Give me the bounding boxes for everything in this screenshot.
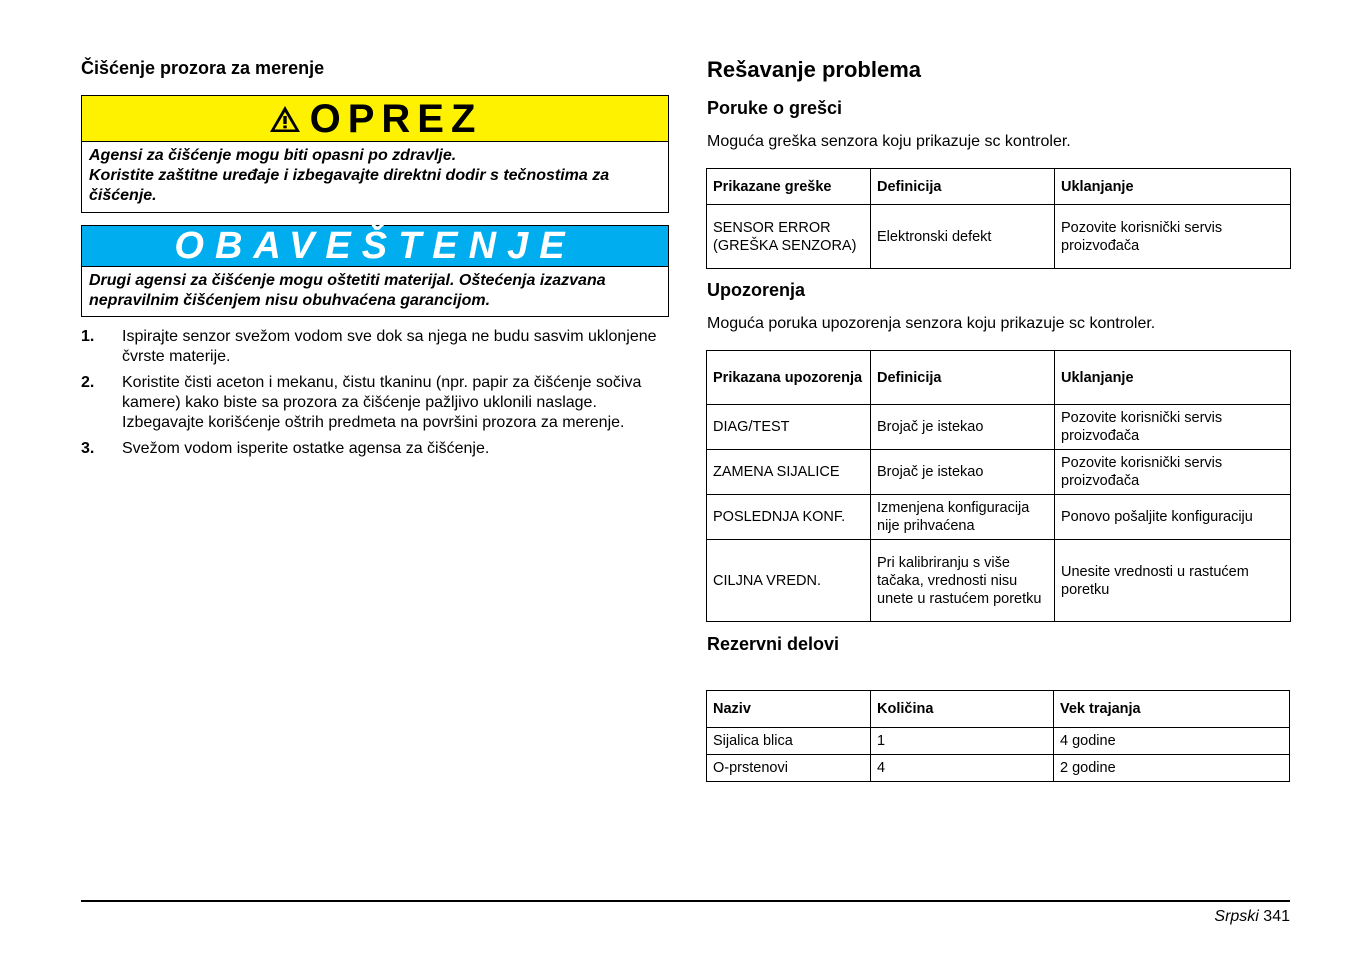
table-cell: Ponovo pošaljite konfiguraciju bbox=[1055, 495, 1291, 540]
table-cell: Pozovite korisnički servis proizvođača bbox=[1055, 205, 1291, 269]
table-row bbox=[707, 495, 1291, 540]
warning-triangle-icon bbox=[268, 104, 302, 134]
table-cell: CILJNA VREDN. bbox=[707, 540, 871, 622]
column-header: Naziv bbox=[707, 691, 871, 728]
caution-line: Koristite zaštitne uređaje i izbegavajte direktni dodir s tečnostima za čišćenje. bbox=[89, 167, 610, 204]
caution-title: OPREZ bbox=[309, 96, 483, 141]
column-header: Uklanjanje bbox=[1055, 351, 1291, 405]
table-header-row bbox=[707, 351, 1291, 405]
table-cell: DIAG/TEST bbox=[707, 405, 871, 450]
page-number: 341 bbox=[1263, 908, 1290, 925]
warnings-heading: Upozorenja bbox=[707, 280, 806, 300]
errors-intro: Moguća greška senzora koju prikazuje sc kontroler. bbox=[707, 133, 1071, 150]
table-cell: Pri kalibriranju s više tačaka, vrednosti nisu unete u rastućem poretku bbox=[871, 540, 1055, 622]
table-cell: Izmenjena konfiguracija nije prihvaćena bbox=[871, 495, 1055, 540]
table-header-row bbox=[707, 169, 1291, 205]
table-cell: ZAMENA SIJALICE bbox=[707, 450, 871, 495]
notice-title: OBAVEŠTENJE bbox=[174, 225, 576, 267]
spare-parts-heading: Rezervni delovi bbox=[707, 634, 840, 654]
column-header: Količina bbox=[871, 691, 1054, 728]
table-cell: O-prstenovi bbox=[707, 755, 871, 782]
table-row bbox=[707, 405, 1291, 450]
column-header: Definicija bbox=[871, 351, 1055, 405]
table-cell: SENSOR ERROR (GREŠKA SENZORA) bbox=[707, 205, 871, 269]
table-row bbox=[707, 540, 1291, 622]
cleaning-steps-list bbox=[81, 327, 669, 465]
caution-box bbox=[81, 95, 669, 213]
table-cell: 4 bbox=[871, 755, 1054, 782]
table-cell: 4 godine bbox=[1054, 728, 1290, 755]
step-number: 2. bbox=[81, 374, 95, 391]
step-text: Svežom vodom isperite ostatke agensa za čišćenje. bbox=[122, 440, 490, 457]
column-header: Prikazane greške bbox=[707, 169, 871, 205]
table-cell: Brojač je istekao bbox=[871, 450, 1055, 495]
table-cell: Unesite vrednosti u rastućem poretku bbox=[1055, 540, 1291, 622]
notice-box bbox=[81, 225, 669, 317]
notice-banner bbox=[82, 226, 668, 267]
table-cell: 1 bbox=[871, 728, 1054, 755]
table-cell: Elektronski defekt bbox=[871, 205, 1055, 269]
list-item bbox=[81, 439, 669, 459]
list-item bbox=[81, 373, 669, 433]
footer-language: Srpski bbox=[1214, 908, 1259, 925]
errors-table bbox=[706, 168, 1291, 269]
spare-parts-table bbox=[706, 690, 1290, 782]
table-cell: Pozovite korisnički servis proizvođača bbox=[1055, 450, 1291, 495]
table-row bbox=[707, 728, 1290, 755]
step-text: Ispirajte senzor svežom vodom sve dok sa njega ne budu sasvim uklonjene čvrste materije. bbox=[122, 328, 657, 365]
column-header: Vek trajanja bbox=[1054, 691, 1290, 728]
warnings-table bbox=[706, 350, 1291, 622]
errors-heading: Poruke o grešci bbox=[707, 98, 843, 118]
warnings-intro: Moguća poruka upozorenja senzora koju prikazuje sc kontroler. bbox=[707, 315, 1156, 332]
table-cell: Pozovite korisnički servis proizvođača bbox=[1055, 405, 1291, 450]
notice-text: Drugi agensi za čišćenje mogu oštetiti materijal. Oštećenja izazvana nepravilnim čišćenjem nisu obuhvaćena garancijom. bbox=[89, 272, 606, 309]
caution-banner bbox=[82, 96, 668, 142]
column-header: Uklanjanje bbox=[1055, 169, 1291, 205]
caution-text bbox=[82, 142, 668, 212]
table-cell: Sijalica blica bbox=[707, 728, 871, 755]
table-row bbox=[707, 450, 1291, 495]
step-number: 3. bbox=[81, 440, 95, 457]
caution-line: Agensi za čišćenje mogu biti opasni po zdravlje. bbox=[89, 147, 457, 164]
step-text: Koristite čisti aceton i mekanu, čistu tkaninu (npr. papir za čišćenje sočiva kamere) kako biste sa prozora za čišćenje pažljivo uklonili naslage. Izbegavajte korišćenje oštrih predmeta na površini prozora za merenje. bbox=[122, 374, 642, 431]
table-cell: Brojač je istekao bbox=[871, 405, 1055, 450]
page-footer bbox=[1214, 908, 1290, 926]
troubleshooting-heading: Rešavanje problema bbox=[707, 57, 921, 82]
table-cell: POSLEDNJA KONF. bbox=[707, 495, 871, 540]
step-number: 1. bbox=[81, 328, 95, 345]
list-item bbox=[81, 327, 669, 367]
footer-divider bbox=[81, 900, 1290, 902]
column-header: Prikazana upozorenja bbox=[707, 351, 871, 405]
table-header-row bbox=[707, 691, 1290, 728]
table-row bbox=[707, 205, 1291, 269]
section-heading-cleaning: Čišćenje prozora za merenje bbox=[81, 58, 325, 78]
table-cell: 2 godine bbox=[1054, 755, 1290, 782]
column-header: Definicija bbox=[871, 169, 1055, 205]
table-row bbox=[707, 755, 1290, 782]
